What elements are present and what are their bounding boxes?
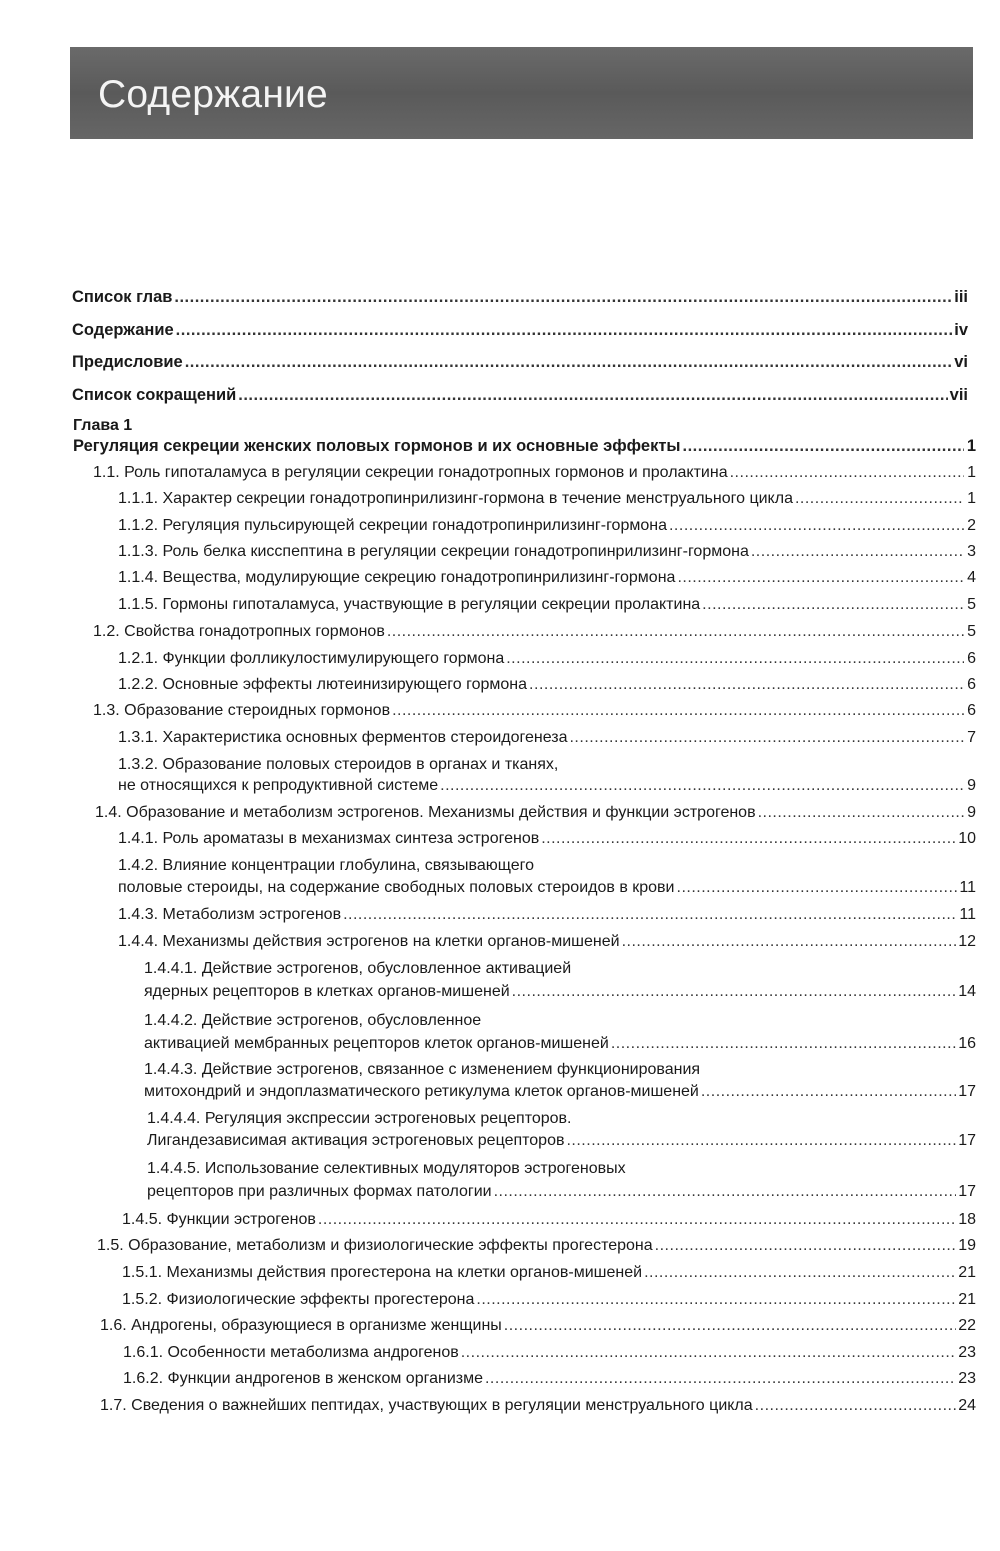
toc-entry-page: 1 — [966, 437, 976, 455]
dot-leader — [506, 649, 964, 669]
dot-leader — [569, 728, 964, 748]
toc-entry-page: 1 — [967, 490, 976, 507]
toc-entry-label: 1.1.1. Характер секреции гонадотропинрилизинг-гормона в течение менструального цикла — [118, 490, 793, 507]
toc-entry-page: 6 — [967, 650, 976, 667]
toc-entry[interactable] — [100, 1396, 976, 1416]
dot-leader — [644, 1263, 956, 1283]
dot-leader — [238, 385, 947, 405]
toc-entry-label: 1.4.4. Механизмы действия эстрогенов на клетки органов-мишеней — [118, 933, 620, 950]
toc-entry[interactable] — [100, 1316, 976, 1336]
toc-entry-label: митохондрий и эндоплазматического ретикулума клеток органов-мишеней — [144, 1083, 699, 1100]
toc-entry[interactable] — [93, 701, 976, 721]
dot-leader — [185, 352, 953, 372]
toc-entry-label: не относящихся к репродуктивной системе — [118, 777, 439, 794]
toc-entry-page: 6 — [967, 676, 976, 693]
toc-entry[interactable] — [144, 982, 976, 1002]
toc-entry-label: 1.4.5. Функции эстрогенов — [122, 1211, 316, 1228]
dot-leader — [755, 1396, 957, 1416]
toc-entry-page: 3 — [967, 543, 976, 560]
toc-entry-label: 1.6.1. Особенности метаболизма андрогенов — [123, 1344, 459, 1361]
dot-leader — [677, 568, 964, 588]
toc-entry-label: 1.1. Роль гипоталамуса в регуляции секреции гонадотропных гормонов и пролактина — [93, 464, 728, 481]
toc-entry-page: 14 — [958, 983, 976, 1000]
toc-entry-label: 1.1.2. Регуляция пульсирующей секреции гонадотропинрилизинг-гормона — [118, 517, 667, 534]
toc-entry[interactable] — [123, 1343, 976, 1363]
toc-entry[interactable] — [144, 1082, 976, 1102]
dot-leader — [566, 1131, 956, 1151]
toc-entry-label: ядерных рецепторов в клетках органов-мишеней — [144, 983, 510, 1000]
toc-entry-label: 1.2.2. Основные эффекты лютеинизирующего гормона — [118, 676, 528, 693]
toc-entry-page: 7 — [967, 729, 976, 746]
dot-leader — [494, 1182, 957, 1202]
toc-entry[interactable] — [123, 1369, 976, 1389]
toc-entry-page: 11 — [959, 879, 976, 896]
toc-entry[interactable] — [118, 489, 976, 509]
toc-entry-page: vi — [954, 353, 968, 371]
toc-entry-page: 10 — [958, 830, 976, 847]
toc-entry-label: 1.5. Образование, метаболизм и физиологические эффекты прогестерона — [97, 1237, 653, 1254]
toc-entry-label: рецепторов при различных формах патологии — [147, 1183, 492, 1200]
toc-entry-page: 9 — [967, 777, 976, 794]
toc-entry-label: активацией мембранных рецепторов клеток органов-мишеней — [144, 1035, 609, 1052]
toc-entry-label: 1.1.5. Гормоны гипоталамуса, участвующие в регуляции секреции пролактина — [118, 596, 701, 613]
toc-entry-page: vii — [949, 386, 968, 404]
toc-entry-page: iii — [954, 288, 968, 306]
toc-entry-page: 22 — [958, 1317, 976, 1334]
toc-entry-label: 1.2.1. Функции фолликулостимулирующего гормона — [118, 650, 505, 667]
toc-entry-label: 1.4.3. Метаболизм эстрогенов — [118, 906, 342, 923]
toc-entry[interactable] — [147, 1131, 976, 1151]
toc-entry[interactable] — [72, 352, 968, 372]
toc-entry-page: 5 — [967, 596, 976, 613]
toc-entry-page: 24 — [958, 1397, 976, 1414]
toc-entry[interactable] — [118, 878, 976, 898]
toc-entry[interactable] — [73, 436, 976, 456]
toc-entry-page: 23 — [958, 1370, 976, 1387]
toc-entry-first-line: 1.4.4.5. Использование селективных модуляторов эстрогеновых — [147, 1160, 626, 1177]
toc-entry-page: 16 — [958, 1035, 976, 1052]
toc-entry-first-line: 1.4.4.2. Действие эстрогенов, обусловленное — [144, 1012, 482, 1029]
toc-entry-label: 1.6.2. Функции андрогенов в женском организме — [123, 1370, 483, 1387]
dot-leader — [622, 932, 957, 952]
toc-entry-page: 9 — [967, 804, 976, 821]
toc-entry[interactable] — [93, 622, 976, 642]
dot-leader — [174, 287, 952, 307]
toc-entry-page: 17 — [958, 1132, 976, 1149]
dot-leader — [318, 1210, 956, 1230]
dot-leader — [387, 622, 964, 642]
dot-leader — [461, 1343, 956, 1363]
dot-leader — [702, 595, 964, 615]
toc-entry-label: Лигандезависимая активация эстрогеновых рецепторов — [147, 1132, 565, 1149]
toc-entry-label: 1.4.1. Роль ароматазы в механизмах синтеза эстрогенов — [118, 830, 540, 847]
toc-entry-label: 1.6. Андрогены, образующиеся в организме женщины — [100, 1317, 502, 1334]
toc-entry[interactable] — [122, 1263, 976, 1283]
toc-entry[interactable] — [118, 932, 976, 952]
toc-entry-page: iv — [954, 321, 968, 339]
toc-entry-page: 21 — [958, 1291, 976, 1308]
toc-entry[interactable] — [118, 776, 976, 796]
toc-entry[interactable] — [118, 728, 976, 748]
dot-leader — [512, 982, 957, 1002]
toc-entry[interactable] — [122, 1290, 976, 1310]
toc-entry-first-line: 1.3.2. Образование половых стероидов в органах и тканях, — [118, 756, 559, 773]
toc-entry-label: 1.4. Образование и метаболизм эстрогенов. Механизмы действия и функции эстрогенов — [95, 804, 756, 821]
toc-entry-page: 6 — [967, 702, 976, 719]
dot-leader — [683, 436, 964, 456]
toc-entry-page: 4 — [967, 569, 976, 586]
toc-entry-page: 2 — [967, 517, 976, 534]
toc-entry[interactable] — [144, 1034, 976, 1054]
toc-entry-label: Содержание — [72, 321, 174, 339]
toc-entry-label: Список глав — [72, 288, 173, 306]
toc-entry[interactable] — [118, 649, 976, 669]
toc-entry[interactable] — [118, 542, 976, 562]
chapter-heading: Глава 1 — [73, 417, 133, 434]
toc-entry[interactable] — [122, 1210, 976, 1230]
dot-leader — [730, 463, 964, 483]
dot-leader — [504, 1316, 956, 1336]
toc-entry-label: Предисловие — [72, 353, 183, 371]
toc-entry-first-line: 1.4.4.4. Регуляция экспрессии эстрогеновых рецепторов. — [147, 1110, 572, 1127]
dot-leader — [529, 675, 964, 695]
dot-leader — [476, 1290, 956, 1310]
toc-entry[interactable] — [72, 287, 968, 307]
toc-entry-first-line: 1.4.2. Влияние концентрации глобулина, связывающего — [118, 857, 535, 874]
dot-leader — [795, 489, 964, 509]
toc-entry-label: 1.3.1. Характеристика основных ферментов стероидогенеза — [118, 729, 568, 746]
dot-leader — [751, 542, 964, 562]
toc-entry[interactable] — [118, 516, 976, 536]
toc-entry-first-line: 1.4.4.3. Действие эстрогенов, связанное с изменением функционирования — [144, 1061, 701, 1078]
toc-entry-page: 1 — [967, 464, 976, 481]
toc-entry-page: 21 — [958, 1264, 976, 1281]
toc-entry-page: 12 — [958, 933, 976, 950]
dot-leader — [669, 516, 964, 536]
page-title: Содержание — [98, 73, 328, 116]
toc-entry[interactable] — [118, 829, 976, 849]
dot-leader — [677, 878, 958, 898]
toc-entry-page: 23 — [958, 1344, 976, 1361]
toc-entry-page: 5 — [967, 623, 976, 640]
dot-leader — [655, 1236, 957, 1256]
toc-entry-label: Регуляция секреции женских половых гормонов и их основные эффекты — [73, 437, 681, 455]
toc-entry[interactable] — [72, 385, 968, 405]
dot-leader — [343, 905, 957, 925]
toc-entry-first-line: 1.4.4.1. Действие эстрогенов, обусловленное активацией — [144, 960, 572, 977]
toc-entry-page: 17 — [958, 1083, 976, 1100]
toc-entry-label: 1.1.4. Вещества, модулирующие секрецию гонадотропинрилизинг-гормона — [118, 569, 676, 586]
dot-leader — [440, 776, 964, 796]
toc-entry-label: 1.2. Свойства гонадотропных гормонов — [93, 623, 385, 640]
dot-leader — [176, 320, 953, 340]
toc-entry-page: 18 — [958, 1211, 976, 1228]
toc-entry[interactable] — [147, 1182, 976, 1202]
toc-entry[interactable] — [93, 463, 976, 483]
toc-entry[interactable] — [72, 320, 968, 340]
dot-leader — [611, 1034, 956, 1054]
toc-entry-label: половые стероиды, на содержание свободных половых стероидов в крови — [118, 879, 675, 896]
toc-entry-label: 1.3. Образование стероидных гормонов — [93, 702, 391, 719]
dot-leader — [485, 1369, 956, 1389]
dot-leader — [758, 803, 964, 823]
toc-entry-label: 1.5.2. Физиологические эффекты прогестерона — [122, 1291, 475, 1308]
toc-entry-page: 11 — [959, 906, 976, 923]
dot-leader — [392, 701, 964, 721]
toc-entry[interactable] — [118, 568, 976, 588]
dot-leader — [541, 829, 956, 849]
toc-entry-label: Список сокращений — [72, 386, 237, 404]
toc-entry[interactable] — [97, 1236, 976, 1256]
toc-entry[interactable] — [118, 675, 976, 695]
toc-entry[interactable] — [95, 803, 976, 823]
toc-entry-page: 19 — [958, 1237, 976, 1254]
toc-entry[interactable] — [118, 595, 976, 615]
toc-entry[interactable] — [118, 905, 976, 925]
dot-leader — [701, 1082, 956, 1102]
toc-entry-label: 1.1.3. Роль белка кисспептина в регуляции секреции гонадотропинрилизинг-гормона — [118, 543, 749, 560]
toc-entry-page: 17 — [958, 1183, 976, 1200]
toc-entry-label: 1.5.1. Механизмы действия прогестерона на клетки органов-мишеней — [122, 1264, 643, 1281]
toc-entry-label: 1.7. Сведения о важнейших пептидах, участвующих в регуляции менструального цикла — [100, 1397, 753, 1414]
